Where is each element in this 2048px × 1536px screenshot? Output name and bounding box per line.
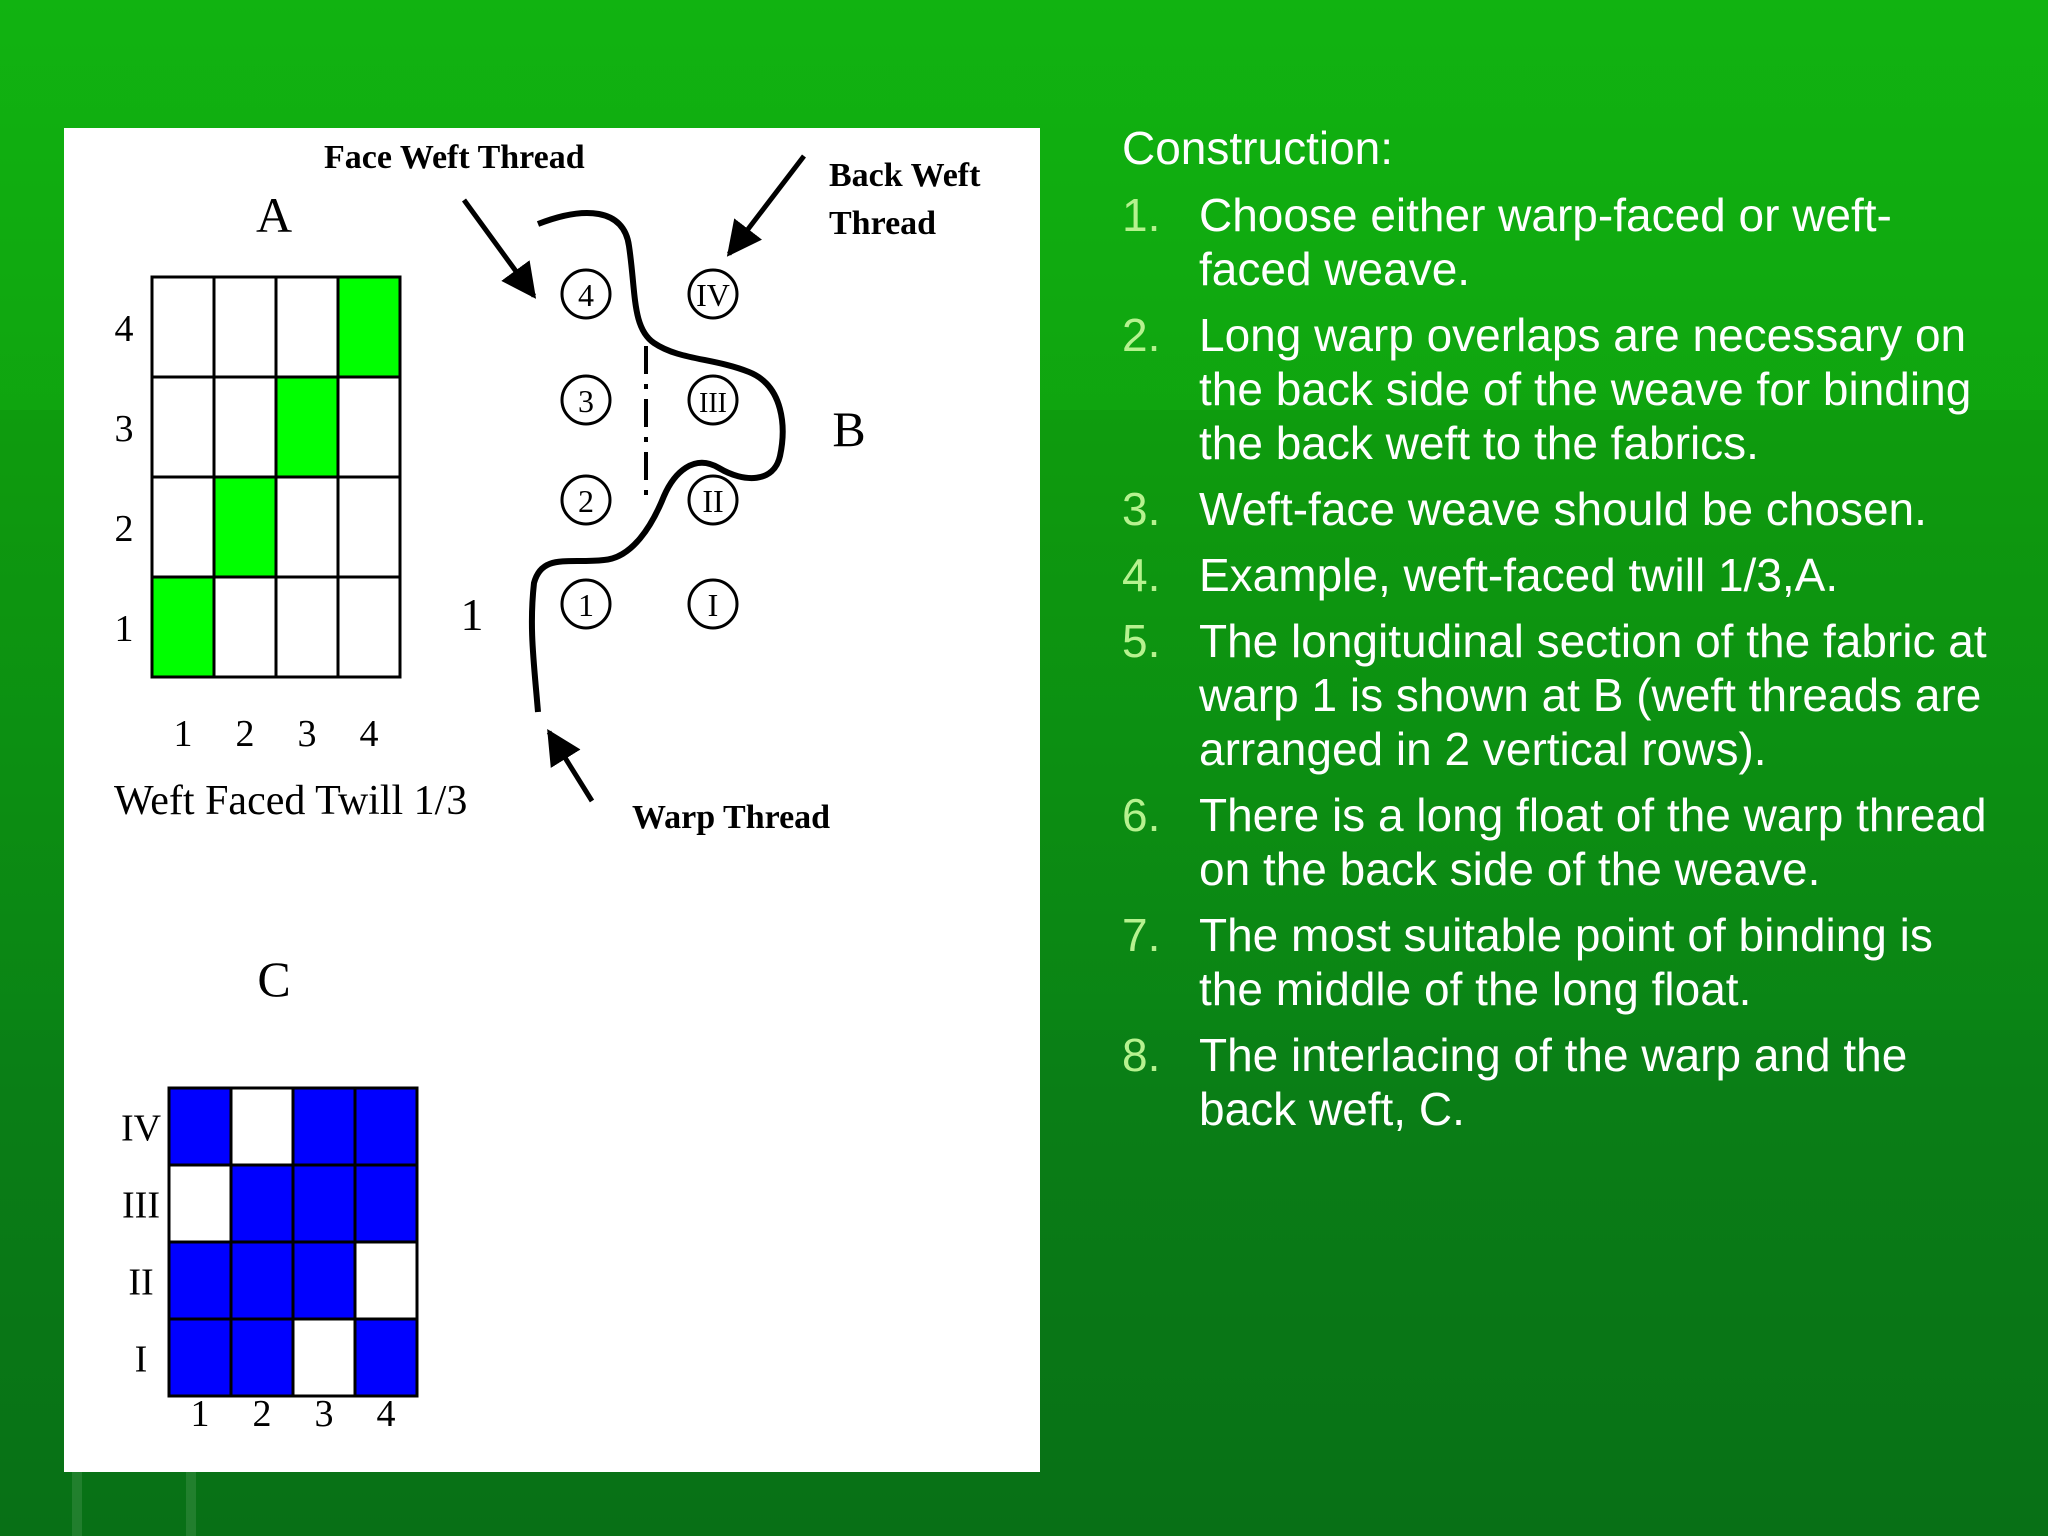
step-text: Choose either warp-faced or weft-faced weave. <box>1199 189 1892 295</box>
grid-c-row-label: I <box>134 1338 148 1381</box>
grid-a-cell <box>276 377 338 477</box>
grid-c-cell <box>293 1319 355 1396</box>
back-weft-thread-label: Back Weft <box>829 157 981 194</box>
grid-c-row-label: II <box>128 1261 154 1304</box>
grid-c-col-label: 4 <box>376 1393 396 1435</box>
grid-c-cell <box>231 1088 293 1165</box>
construction-step <box>1122 614 2002 776</box>
grid-c-cell <box>169 1088 231 1165</box>
grid-c-cell <box>231 1165 293 1242</box>
grid-a-cell <box>152 577 214 677</box>
step-text: Weft-face weave should be chosen. <box>1199 483 1927 535</box>
grid-c-cell <box>355 1242 417 1319</box>
face-weft-circle-label: 2 <box>578 483 594 519</box>
grid-c-cell <box>355 1165 417 1242</box>
construction-step <box>1122 788 2002 896</box>
grid-a-row-label: 3 <box>114 408 134 450</box>
step-number: 3. <box>1122 483 1161 535</box>
grid-a-row-label: 2 <box>114 508 134 550</box>
label-a: A <box>255 187 293 243</box>
grid-c-col-label: 2 <box>252 1393 272 1435</box>
construction-step <box>1122 908 2002 1016</box>
face-weft-arrow <box>464 200 534 296</box>
grid-c-row-label: IV <box>120 1107 162 1150</box>
label-b: B <box>832 401 866 457</box>
grid-c-cell <box>293 1165 355 1242</box>
grid-a-cell <box>338 577 400 677</box>
grid-c-cell <box>169 1165 231 1242</box>
back-weft-circle-label: I <box>707 587 719 623</box>
grid-a-cell <box>152 477 214 577</box>
grid-a-cell <box>338 377 400 477</box>
face-weft-thread-label: Face Weft Thread <box>324 139 585 176</box>
step-number: 7. <box>1122 909 1161 961</box>
back-weft-thread-label-line2: Thread <box>829 205 937 242</box>
grid-a-col-label: 2 <box>235 713 255 755</box>
face-weft-circle-label: 1 <box>578 587 594 623</box>
grid-c-cell <box>231 1319 293 1396</box>
step-text: The interlacing of the warp and the back weft, C. <box>1199 1029 1908 1135</box>
construction-steps <box>1122 188 2002 1136</box>
grid-c-row-label: III <box>122 1184 160 1227</box>
grid-a-cell <box>276 577 338 677</box>
warp-1-label: 1 <box>460 589 484 640</box>
grid-a-cell <box>338 277 400 377</box>
construction-heading: Construction: <box>1122 122 1394 174</box>
back-weft-arrow <box>729 156 804 254</box>
back-weft-circle-label: IV <box>696 277 730 313</box>
grid-c-cell <box>355 1088 417 1165</box>
construction-step <box>1122 548 2002 602</box>
face-weft-circle-label: 3 <box>578 383 594 419</box>
step-text: Example, weft-faced twill 1/3,A. <box>1199 549 1839 601</box>
face-weft-circle-label: 4 <box>578 277 594 313</box>
decorative-bar <box>72 1470 82 1536</box>
grid-c-cell <box>231 1242 293 1319</box>
grid-c-col-label: 3 <box>314 1393 334 1435</box>
diagram-panel <box>64 128 1040 1472</box>
construction-step <box>1122 308 2002 470</box>
grid-a-cell <box>276 277 338 377</box>
grid-c-cell <box>293 1242 355 1319</box>
grid-a-cell <box>214 477 276 577</box>
step-number: 4. <box>1122 549 1161 601</box>
grid-a <box>115 277 401 755</box>
grid-a-row-label: 4 <box>114 308 134 350</box>
text-panel <box>1122 120 2002 1148</box>
step-number: 1. <box>1122 189 1161 241</box>
warp-thread-label: Warp Thread <box>632 799 831 836</box>
back-weft-circle-label: II <box>702 483 724 519</box>
step-number: 8. <box>1122 1029 1161 1081</box>
grid-a-cell <box>276 477 338 577</box>
grid-c-cell <box>169 1242 231 1319</box>
construction-step <box>1122 1028 2002 1136</box>
construction-step <box>1122 482 2002 536</box>
grid-a-col-label: 1 <box>173 713 193 755</box>
grid-c-cell <box>169 1319 231 1396</box>
grid-c <box>121 1088 417 1435</box>
grid-a-col-label: 4 <box>359 713 379 755</box>
weft-circles <box>562 270 737 628</box>
label-c: C <box>257 951 291 1007</box>
step-number: 6. <box>1122 789 1161 841</box>
grid-a-col-label: 3 <box>297 713 317 755</box>
step-text: The longitudinal section of the fabric at warp 1 is shown at B (weft threads are arranged in 2 vertical rows). <box>1199 615 1987 775</box>
step-number: 2. <box>1122 309 1161 361</box>
decorative-bar <box>186 1470 196 1536</box>
grid-a-row-label: 1 <box>114 608 134 650</box>
step-text: Long warp overlaps are necessary on the back side of the weave for binding the back weft to the fabrics. <box>1199 309 1972 469</box>
warp-thread-arrow <box>549 732 592 801</box>
grid-a-cell <box>214 277 276 377</box>
grid-a-cell <box>152 377 214 477</box>
step-text: There is a long float of the warp thread on the back side of the weave. <box>1199 789 1987 895</box>
weave-diagram <box>64 128 1040 1472</box>
grid-c-col-label: 1 <box>190 1393 210 1435</box>
grid-a-cell <box>152 277 214 377</box>
grid-a-caption: Weft Faced Twill 1/3 <box>114 778 468 824</box>
step-text: The most suitable point of binding is the middle of the long float. <box>1199 909 1933 1015</box>
construction-step <box>1122 188 2002 296</box>
grid-a-cell <box>214 577 276 677</box>
grid-c-cell <box>293 1088 355 1165</box>
grid-a-cell <box>214 377 276 477</box>
step-number: 5. <box>1122 615 1161 667</box>
back-weft-circle-label: III <box>699 388 727 419</box>
grid-a-cell <box>338 477 400 577</box>
grid-c-cell <box>355 1319 417 1396</box>
